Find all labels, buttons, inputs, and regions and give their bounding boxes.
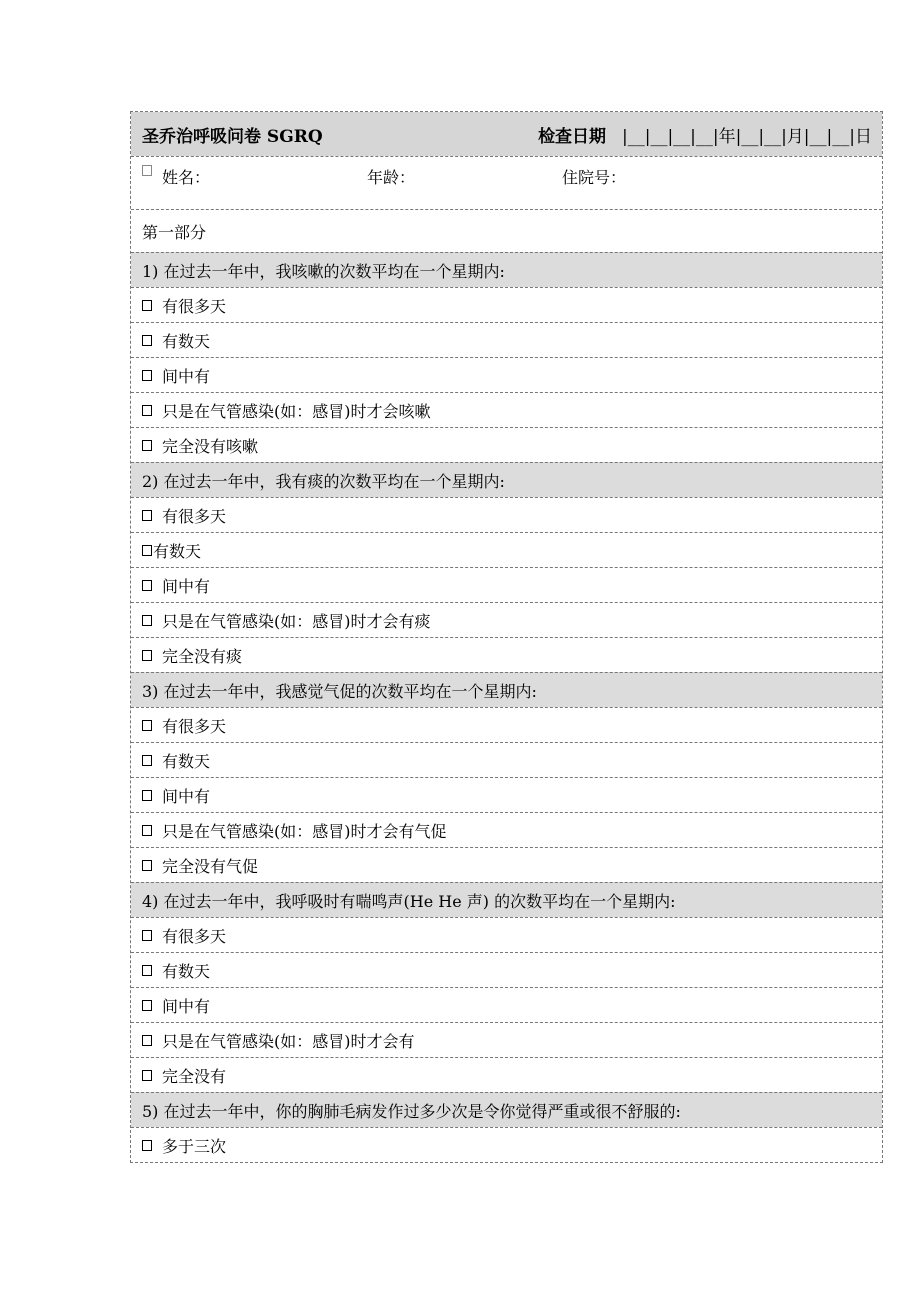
option-label: 完全没有气促 bbox=[162, 856, 259, 876]
option-checkbox[interactable] bbox=[142, 405, 152, 416]
option-checkbox[interactable] bbox=[142, 860, 152, 871]
option-label: 有数天 bbox=[162, 961, 211, 981]
option-label: 只是在气管感染(如：感冒)时才会有 bbox=[162, 1031, 415, 1051]
option-row[interactable] bbox=[131, 392, 882, 427]
option-row[interactable] bbox=[131, 287, 882, 322]
option-row[interactable] bbox=[131, 602, 882, 637]
sgrq-form bbox=[130, 111, 883, 1163]
option-row[interactable] bbox=[131, 952, 882, 987]
question-text: 2) 在过去一年中，我有痰的次数平均在一个星期内: bbox=[142, 471, 505, 491]
option-row[interactable] bbox=[131, 497, 882, 532]
name-label: 姓名： bbox=[162, 168, 211, 187]
option-checkbox[interactable] bbox=[142, 650, 152, 661]
option-checkbox[interactable] bbox=[142, 370, 152, 381]
exam-date-blanks[interactable]: |__|__|__|__|年|__|__|月|__|__|日 bbox=[621, 126, 872, 147]
question-1 bbox=[131, 252, 882, 287]
question-text: 4) 在过去一年中，我呼吸时有喘鸣声(He He 声) 的次数平均在一个星期内: bbox=[142, 891, 676, 911]
option-label: 间中有 bbox=[162, 576, 211, 596]
option-label: 只是在气管感染(如：感冒)时才会有痰 bbox=[162, 611, 431, 631]
option-row[interactable] bbox=[131, 847, 882, 882]
option-label: 有数天 bbox=[153, 541, 202, 561]
question-3 bbox=[131, 672, 882, 707]
question-text: 3) 在过去一年中，我感觉气促的次数平均在一个星期内: bbox=[142, 681, 537, 701]
option-row[interactable] bbox=[131, 357, 882, 392]
option-checkbox[interactable] bbox=[142, 615, 152, 626]
option-label: 完全没有痰 bbox=[162, 646, 243, 666]
patient-info-checkbox[interactable] bbox=[142, 165, 152, 176]
option-checkbox[interactable] bbox=[142, 825, 152, 836]
form-title: 圣乔治呼吸问卷 SGRQ bbox=[142, 126, 323, 147]
option-row[interactable] bbox=[131, 532, 882, 567]
option-row[interactable] bbox=[131, 777, 882, 812]
option-checkbox[interactable] bbox=[142, 790, 152, 801]
option-label: 有数天 bbox=[162, 751, 211, 771]
option-checkbox[interactable] bbox=[142, 1035, 152, 1046]
name-field[interactable] bbox=[162, 165, 367, 188]
option-checkbox[interactable] bbox=[142, 510, 152, 521]
option-row[interactable] bbox=[131, 987, 882, 1022]
option-row[interactable] bbox=[131, 1057, 882, 1092]
option-row[interactable] bbox=[131, 322, 882, 357]
option-label: 只是在气管感染(如：感冒)时才会有气促 bbox=[162, 821, 447, 841]
exam-date bbox=[538, 122, 872, 147]
option-row[interactable] bbox=[131, 567, 882, 602]
patient-info-row bbox=[131, 156, 882, 209]
section-title-row bbox=[131, 209, 882, 252]
option-row[interactable] bbox=[131, 742, 882, 777]
option-checkbox[interactable] bbox=[142, 300, 152, 311]
option-label: 有数天 bbox=[162, 331, 211, 351]
option-label: 多于三次 bbox=[162, 1136, 227, 1156]
option-label: 有很多天 bbox=[162, 296, 227, 316]
option-label: 有很多天 bbox=[162, 506, 227, 526]
option-row[interactable] bbox=[131, 427, 882, 462]
option-row[interactable] bbox=[131, 1127, 882, 1162]
option-checkbox[interactable] bbox=[142, 440, 152, 451]
option-label: 间中有 bbox=[162, 996, 211, 1016]
option-row[interactable] bbox=[131, 917, 882, 952]
option-checkbox[interactable] bbox=[142, 580, 152, 591]
option-checkbox[interactable] bbox=[142, 1070, 152, 1081]
option-label: 只是在气管感染(如：感冒)时才会咳嗽 bbox=[162, 401, 431, 421]
question-text: 1) 在过去一年中，我咳嗽的次数平均在一个星期内: bbox=[142, 261, 505, 281]
option-checkbox[interactable] bbox=[142, 545, 152, 556]
question-2 bbox=[131, 462, 882, 497]
option-label: 间中有 bbox=[162, 366, 211, 386]
question-4 bbox=[131, 882, 882, 917]
option-checkbox[interactable] bbox=[142, 755, 152, 766]
option-checkbox[interactable] bbox=[142, 1140, 152, 1151]
option-label: 有很多天 bbox=[162, 716, 227, 736]
admission-number-field[interactable] bbox=[562, 165, 626, 188]
option-checkbox[interactable] bbox=[142, 930, 152, 941]
option-row[interactable] bbox=[131, 707, 882, 742]
question-5 bbox=[131, 1092, 882, 1127]
option-checkbox[interactable] bbox=[142, 335, 152, 346]
age-label: 年龄： bbox=[367, 168, 416, 187]
option-row[interactable] bbox=[131, 637, 882, 672]
option-label: 有很多天 bbox=[162, 926, 227, 946]
option-checkbox[interactable] bbox=[142, 720, 152, 731]
exam-date-label: 检查日期 bbox=[538, 126, 607, 147]
section-title: 第一部分 bbox=[142, 222, 207, 242]
question-text: 5) 在过去一年中，你的胸肺毛病发作过多少次是令你觉得严重或很不舒服的: bbox=[142, 1101, 681, 1121]
form-header bbox=[131, 112, 882, 156]
admission-number-label: 住院号： bbox=[562, 168, 627, 187]
option-row[interactable] bbox=[131, 1022, 882, 1057]
option-checkbox[interactable] bbox=[142, 965, 152, 976]
option-label: 完全没有咳嗽 bbox=[162, 436, 259, 456]
option-label: 间中有 bbox=[162, 786, 211, 806]
age-field[interactable] bbox=[367, 165, 562, 188]
option-label: 完全没有 bbox=[162, 1066, 227, 1086]
option-row[interactable] bbox=[131, 812, 882, 847]
option-checkbox[interactable] bbox=[142, 1000, 152, 1011]
